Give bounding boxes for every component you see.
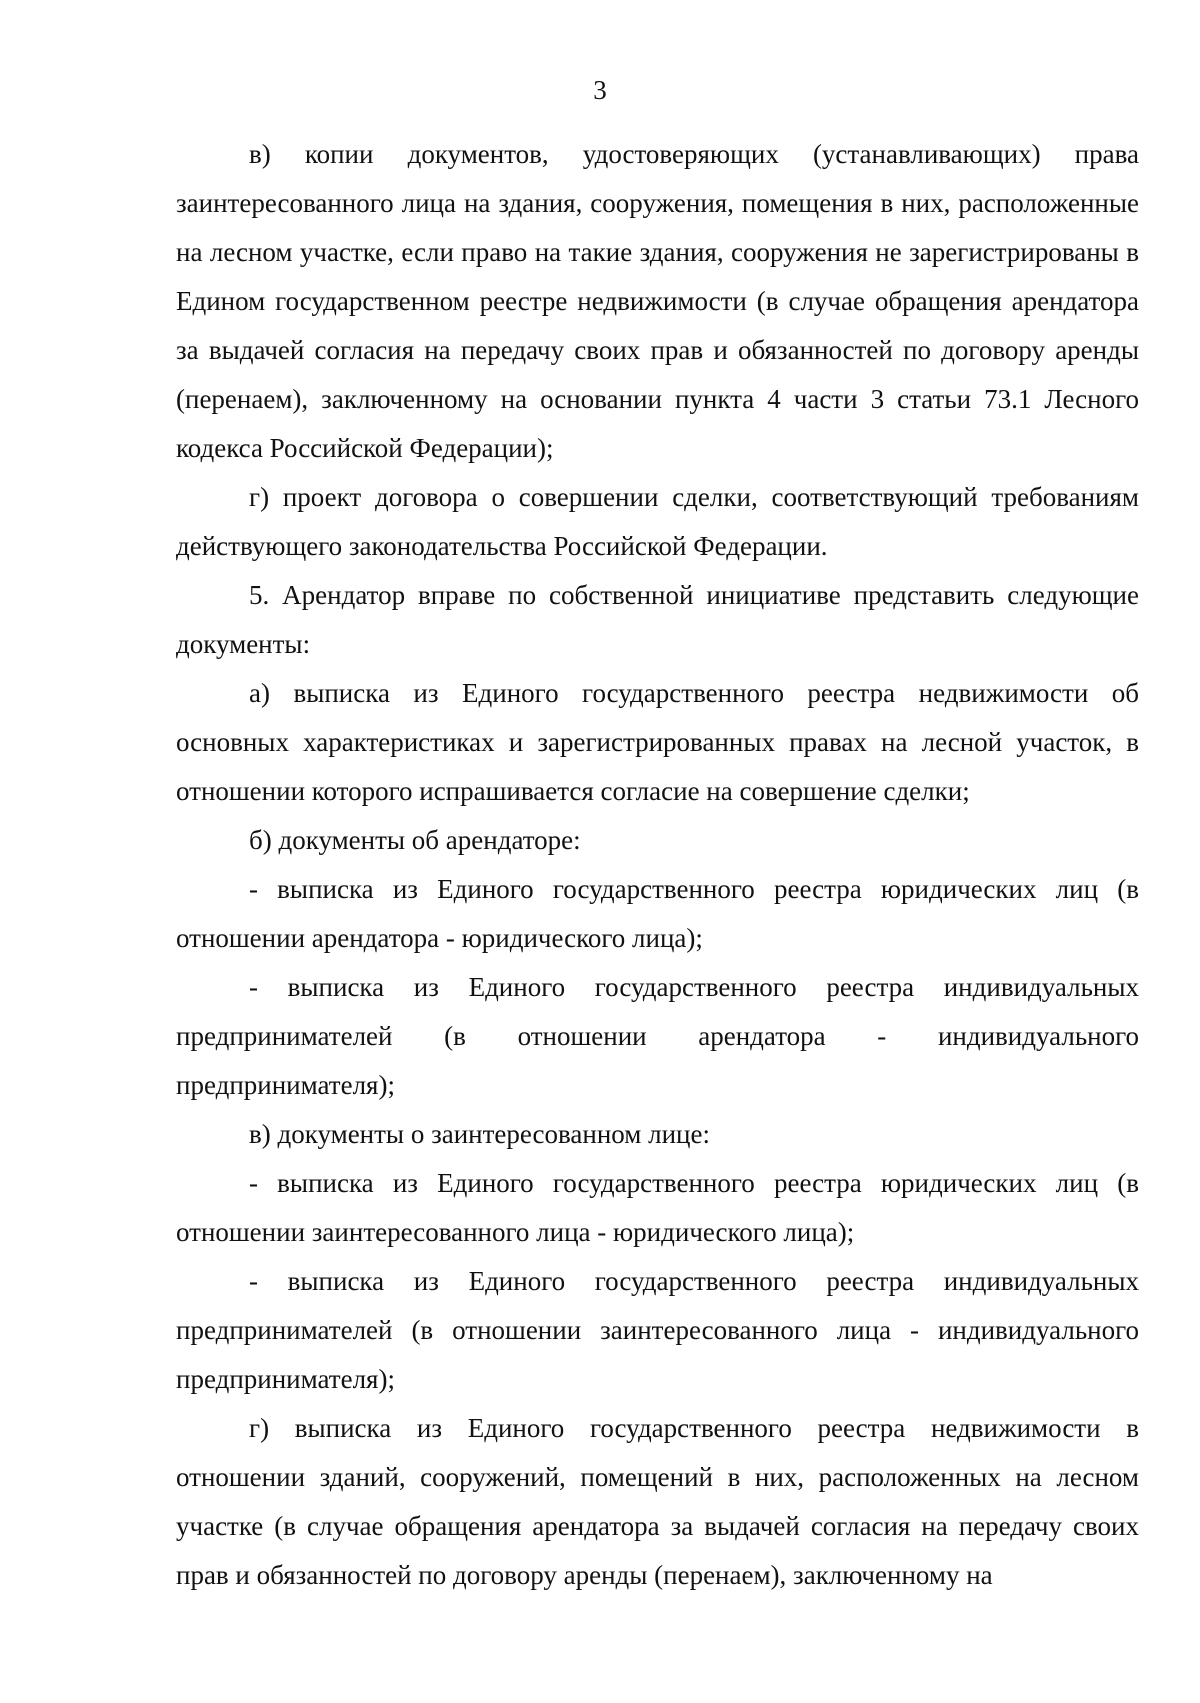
paragraph-g-draft-contract: г) проект договора о совершении сделки, соответствующий требованиям действующего законодательства Российской Федерации. [176,482,1139,561]
paragraph-g-buildings-extract: г) выписка из Единого государственного реестра недвижимости в отношении зданий, сооружений, помещений в них, расположенных на лесном участке (в случае обращения арендатора за выдачей согласия на передачу своих прав и обязанностей по договору аренды (перенаем), заключенному на [176,1413,1139,1590]
list-item-lessee-legal-entity-extract: - выписка из Единого государственного реестра юридических лиц (в отношении арендатора - юридического лица); [176,874,1139,953]
page-number: 3 [593,75,607,105]
list-item-interested-entrepreneur-extract: - выписка из Единого государственного реестра индивидуальных предпринимателей (в отношении заинтересованного лица - индивидуального предпринимателя); [176,1266,1139,1394]
paragraph-a-real-estate-extract: а) выписка из Единого государственного реестра недвижимости об основных характеристиках и зарегистрированных правах на лесной участок, в отношении которого испрашивается согласие на совершение сделки; [176,678,1139,806]
document-body [176,130,1139,1600]
list-item-lessee-entrepreneur-extract: - выписка из Единого государственного реестра индивидуальных предпринимателей (в отношении арендатора - индивидуального предпринимателя); [176,972,1139,1100]
paragraph-v-copies-of-documents: в) копии документов, удостоверяющих (устанавливающих) права заинтересованного лица на здания, сооружения, помещения в них, расположенные на лесном участке, если право на такие здания, сооружения не зарегистрированы в Едином государственном реестре недвижимости (в случае обращения арендатора за выдачей согласия на передачу своих прав и обязанностей по договору аренды (перенаем), заключенному на основании пункта 4 части 3 статьи 73.1 Лесного кодекса Российской Федерации); [176,139,1139,463]
list-item-interested-legal-entity-extract: - выписка из Единого государственного реестра юридических лиц (в отношении заинтересованного лица - юридического лица); [176,1168,1139,1247]
paragraph-v-interested-party-documents: в) документы о заинтересованном лице: [249,1119,710,1149]
paragraph-b-lessee-documents: б) документы об арендаторе: [249,825,581,855]
paragraph-5-optional-documents: 5. Арендатор вправе по собственной инициативе представить следующие документы: [176,580,1139,659]
